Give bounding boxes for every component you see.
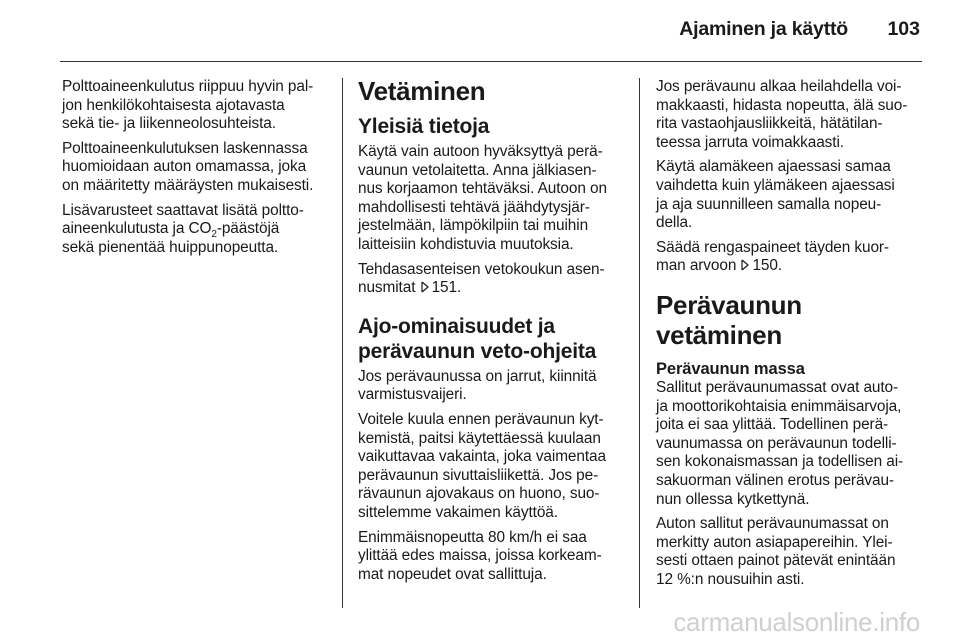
page-reference-link[interactable]: 150. bbox=[752, 257, 783, 275]
column-middle bbox=[358, 76, 630, 590]
paragraph: Jos perävaunu alkaa heilahdella voi- makkaasti, hidasta nopeutta, älä suo- rita vastaohjausliikkeitä, hätätilan- teessa jarruta voimakkaasti. bbox=[656, 78, 908, 151]
watermark: carmanualsonline.info bbox=[673, 607, 920, 637]
page-header bbox=[0, 0, 960, 62]
subsection-heading: Perävaunun massa bbox=[656, 359, 805, 378]
paragraph: Voitele kuula ennen perävaunun kyt- kemistä, paitsi käytettäessä kuulaan vaikuttavaa vakainta, joka vaimentaa perävaunun sivuttaisliikettä. Jos pe- rävaunun ajovakaus on huono, suo- sittelemme vakaimen käyttöä. bbox=[358, 410, 606, 521]
column-right bbox=[656, 78, 928, 595]
cross-reference-icon bbox=[420, 281, 430, 293]
paragraph: Polttoaineenkulutuksen laskennassa huomioidaan auton omamassa, joka on määritetty määräysten mukaisesti. bbox=[62, 139, 314, 194]
paragraph: Enimmäisnopeutta 80 km/h ei saa ylittää edes maissa, joissa korkeam- mat nopeudet ovat sallittuja. bbox=[358, 528, 602, 583]
paragraph: Lisävarusteet saattavat lisätä poltto- aineenkulutusta ja $CO_2$-päästöjä sekä pienentää huippunopeutta. bbox=[62, 201, 304, 256]
paragraph: Auton sallitut perävaunumassat on merkitty auton asiapapereihin. Ylei- sesti ottaen painot pätevät enintään 12 %:n nousuihin asti. bbox=[656, 515, 896, 588]
paragraph: Käytä alamäkeen ajaessasi samaa vaihdetta kuin ylämäkeen ajaessasi ja aja suunnilleen samalla nopeu- della. bbox=[656, 158, 895, 232]
page-number: 103 bbox=[887, 18, 920, 40]
subsection-heading: Yleisiä tietoja bbox=[358, 115, 490, 138]
cross-reference-icon bbox=[740, 259, 750, 271]
column-divider bbox=[342, 78, 343, 608]
paragraph: Käytä vain autoon hyväksyttyä perä- vaunun vetolaitetta. Anna jälkiasen- nus korjaamon tehtäväksi. Autoon on mahdollisesti tehtävä jäähdytysjär- jestelmään, lämpökilpiin tai muihin laitteisiin kohdistuvia muutoksia. bbox=[358, 143, 607, 253]
paragraph: Polttoaineenkulutus riippuu hyvin pal- jon henkilökohtaisesta ajotavasta sekä tie- ja liikenneolosuhteista. bbox=[62, 78, 314, 133]
paragraph: Sallitut perävaunumassat ovat auto- ja moottorikohtaisia enimmäisarvoja, joita ei saa ylittää. Todellinen perä- vaunumassa on perävaunun todelli- sen kokonaismassan ja todellisen ai- sakuorman välinen erotus perävau- nun ollessa kytkettynä. bbox=[656, 378, 904, 508]
header-rule bbox=[60, 61, 922, 62]
subsection-heading: Ajo-ominaisuudet ja perävaunun veto-ohjeita bbox=[358, 314, 597, 363]
section-heading: Perävaunun vetäminen bbox=[656, 289, 802, 350]
subscript: 2 bbox=[211, 229, 217, 241]
section-heading: Vetäminen bbox=[358, 76, 486, 106]
paragraph: Tehdasasenteisen vetokoukun asen- nusmitat 151. bbox=[358, 260, 605, 297]
paragraph: Säädä rengaspaineet täyden kuor- man arvoon 150. bbox=[656, 238, 889, 275]
section-title: Ajaminen ja käyttö bbox=[679, 18, 848, 40]
column-divider bbox=[639, 78, 640, 608]
column-left bbox=[62, 78, 330, 263]
page-reference-link[interactable]: 151. bbox=[431, 279, 462, 297]
paragraph: Jos perävaunussa on jarrut, kiinnitä varmistusvaijeri. bbox=[358, 367, 597, 404]
